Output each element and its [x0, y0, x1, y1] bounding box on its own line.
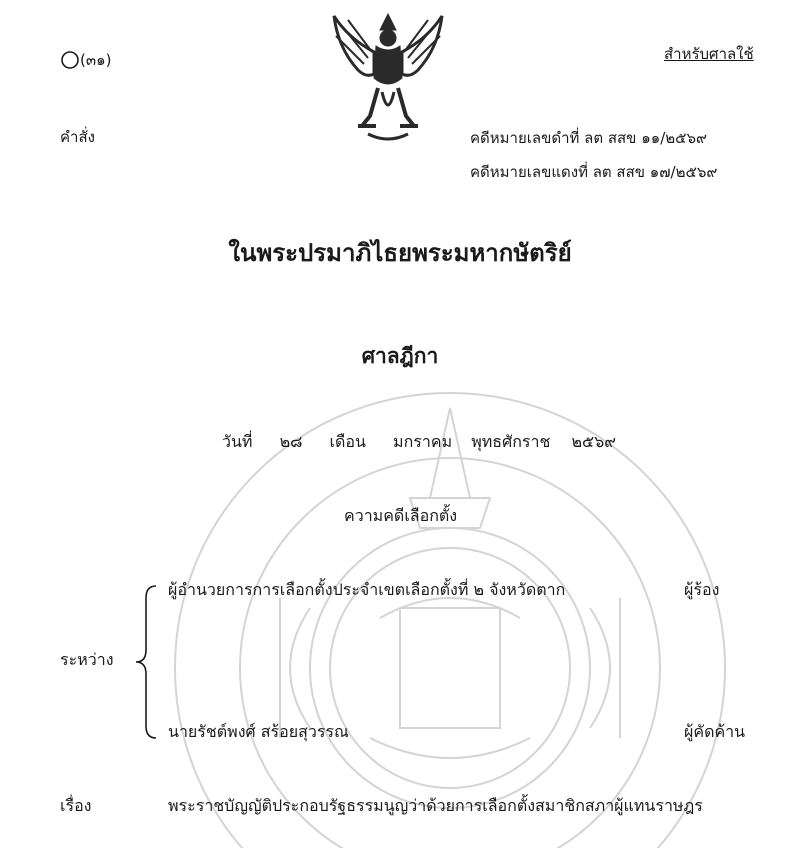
day-label: วันที่ — [222, 432, 253, 451]
page-title: ในพระปรมาภิไธยพระมหากษัตริย์ — [228, 239, 572, 267]
subject-label: เรื่อง — [60, 796, 92, 815]
month-value: มกราคม — [393, 432, 453, 451]
year-label: พุทธศักราช — [471, 432, 551, 451]
red-case-number: คดีหมายเลขแดงที่ ลต สสข ๑๗/๒๕๖๙ — [470, 163, 718, 181]
subject-text: พระราชบัญญัติประกอบรัฐธรรมนูญว่าด้วยการเลือกตั้งสมาชิกสภาผู้แทนราษฎร — [168, 796, 703, 815]
form-number-text: (๓๑) — [80, 51, 112, 69]
for-court-use-label: สำหรับศาลใช้ — [664, 45, 754, 63]
court-name: ศาลฎีกา — [361, 344, 439, 368]
petitioner-role: ผู้ร้อง — [684, 580, 720, 599]
garuda-emblem — [328, 8, 448, 146]
circle-icon — [60, 50, 80, 70]
respondent-role: ผู้คัดค้าน — [684, 722, 746, 741]
month-label: เดือน — [329, 432, 366, 451]
date-line — [222, 430, 616, 455]
between-label: ระหว่าง — [60, 650, 114, 669]
year-value: ๒๕๖๙ — [571, 432, 616, 451]
brace-symbol — [130, 584, 160, 740]
document-type: คำสั่ง — [60, 128, 95, 146]
black-case-number: คดีหมายเลขดำที่ ลต สสข ๑๑/๒๕๖๙ — [470, 129, 708, 147]
case-category: ความคดีเลือกตั้ง — [344, 506, 458, 525]
day-value: ๒๘ — [279, 432, 303, 451]
petitioner-name: ผู้อำนวยการการเลือกตั้งประจำเขตเลือกตั้งที่ ๒ จังหวัดตาก — [168, 580, 566, 599]
respondent-name: นายรัชต์พงศ์ สร้อยสุวรรณ — [168, 722, 349, 741]
form-number — [60, 48, 111, 72]
